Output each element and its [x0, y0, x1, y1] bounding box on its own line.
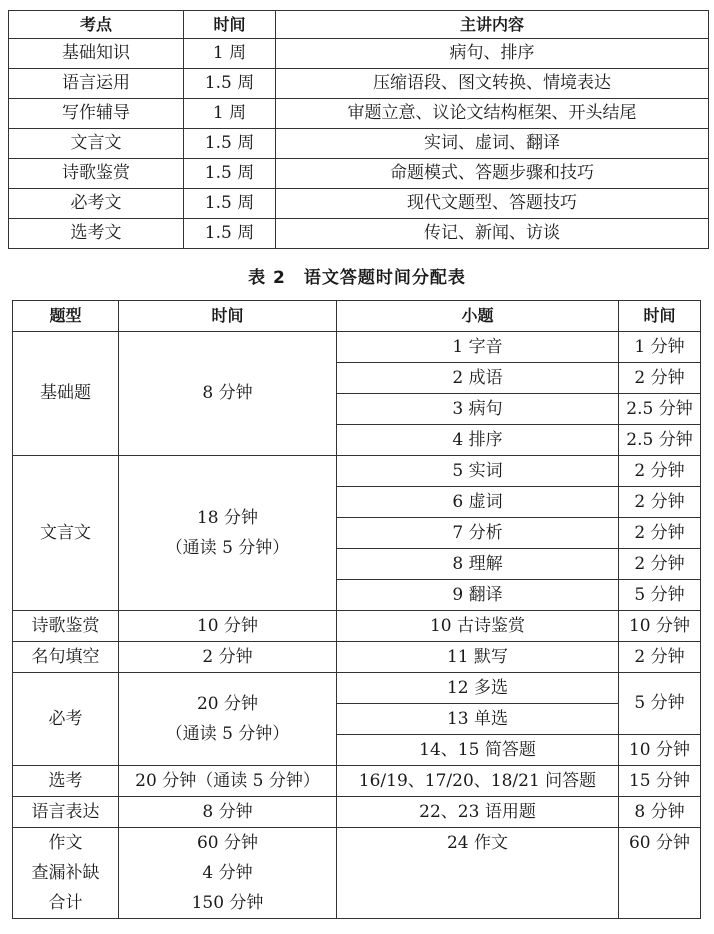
duration-cell: 1.5 周 — [184, 69, 276, 99]
content-cell: 传记、新闻、访谈 — [276, 219, 709, 249]
type-time-cell — [119, 828, 337, 919]
table-row — [13, 611, 701, 642]
time-total: 150 分钟 — [191, 893, 264, 913]
sub-time-cell: 2 分钟 — [619, 549, 701, 580]
table-row — [9, 39, 709, 69]
sub-time-cell: 5 分钟 — [619, 673, 701, 735]
table-row — [13, 797, 701, 828]
topic-cell: 必考文 — [9, 189, 184, 219]
duration-cell: 1.5 周 — [184, 219, 276, 249]
table-row — [9, 159, 709, 189]
table-row — [13, 332, 701, 363]
sub-question-cell: 1 字音 — [337, 332, 619, 363]
duration-cell: 1.5 周 — [184, 159, 276, 189]
table-row — [13, 766, 701, 797]
topic-cell: 语言运用 — [9, 69, 184, 99]
table-header-row — [13, 301, 701, 332]
sub-time-cell: 2 分钟 — [619, 642, 701, 673]
duration-cell: 1.5 周 — [184, 129, 276, 159]
sub-time-cell: 15 分钟 — [619, 766, 701, 797]
type-cell: 基础题 — [13, 332, 119, 456]
type-cell: 语言表达 — [13, 797, 119, 828]
sub-time-cell: 10 分钟 — [619, 735, 701, 766]
answer-time-table — [12, 300, 701, 919]
header-sub-time: 时间 — [619, 301, 701, 332]
sub-question-cell: 16/19、17/20、18/21 问答题 — [337, 766, 619, 797]
sub-question-cell: 8 理解 — [337, 549, 619, 580]
sub-question-cell: 2 成语 — [337, 363, 619, 394]
sub-time-cell: 2 分钟 — [619, 363, 701, 394]
sub-question-cell: 4 排序 — [337, 425, 619, 456]
type-total: 合计 — [48, 893, 83, 913]
topic-cell: 写作辅导 — [9, 99, 184, 129]
header-type-time: 时间 — [119, 301, 337, 332]
sub-time-cell: 2 分钟 — [619, 487, 701, 518]
type-cell: 必考 — [13, 673, 119, 766]
content-cell: 病句、排序 — [276, 39, 709, 69]
table-row — [9, 99, 709, 129]
header-topic: 考点 — [9, 11, 184, 39]
type-time-cell: 8 分钟 — [119, 332, 337, 456]
sub-question-cell: 13 单选 — [337, 704, 619, 735]
sub-time-cell: 1 分钟 — [619, 332, 701, 363]
table-row — [9, 129, 709, 159]
type-essay: 作文 — [48, 833, 83, 853]
content-cell: 命题模式、答题步骤和技巧 — [276, 159, 709, 189]
type-time-cell: 10 分钟 — [119, 611, 337, 642]
type-cell: 文言文 — [13, 456, 119, 611]
type-time-cell — [119, 673, 337, 766]
sub-time-cell: 10 分钟 — [619, 611, 701, 642]
topic-cell: 基础知识 — [9, 39, 184, 69]
sub-question-cell: 12 多选 — [337, 673, 619, 704]
duration-cell: 1 周 — [184, 39, 276, 69]
sub-time-cell: 2.5 分钟 — [619, 425, 701, 456]
type-time-cell: 2 分钟 — [119, 642, 337, 673]
table-row — [9, 69, 709, 99]
time-review: 4 分钟 — [202, 863, 253, 883]
table-row — [13, 673, 701, 704]
type-time-note: （通读 5 分钟） — [165, 724, 290, 744]
sub-question-cell: 10 古诗鉴赏 — [337, 611, 619, 642]
time-essay: 60 分钟 — [196, 833, 259, 853]
sub-question-cell — [337, 828, 619, 919]
content-cell: 实词、虚词、翻译 — [276, 129, 709, 159]
content-cell: 压缩语段、图文转换、情境表达 — [276, 69, 709, 99]
table-header-row — [9, 11, 709, 39]
table-row — [9, 219, 709, 249]
topic-cell: 选考文 — [9, 219, 184, 249]
sub-time-essay: 60 分钟 — [628, 833, 691, 853]
type-time-main: 18 分钟 — [196, 508, 259, 528]
type-cell: 诗歌鉴赏 — [13, 611, 119, 642]
type-review: 查漏补缺 — [31, 863, 100, 883]
sub-question-cell: 9 翻译 — [337, 580, 619, 611]
type-time-cell: 20 分钟（通读 5 分钟） — [119, 766, 337, 797]
sub-time-cell: 8 分钟 — [619, 797, 701, 828]
table-row — [13, 456, 701, 487]
sub-question-cell: 5 实词 — [337, 456, 619, 487]
type-time-main: 20 分钟 — [196, 694, 259, 714]
sub-question-cell: 14、15 简答题 — [337, 735, 619, 766]
table-row — [13, 828, 701, 919]
sub-question-cell: 22、23 语用题 — [337, 797, 619, 828]
type-cell: 选考 — [13, 766, 119, 797]
sub-question-cell: 11 默写 — [337, 642, 619, 673]
review-schedule-table — [8, 10, 709, 249]
sub-question-cell: 6 虚词 — [337, 487, 619, 518]
sub-time-cell: 2 分钟 — [619, 518, 701, 549]
type-time-cell: 8 分钟 — [119, 797, 337, 828]
table-row — [9, 189, 709, 219]
header-sub-question: 小题 — [337, 301, 619, 332]
sub-question-essay: 24 作文 — [446, 833, 509, 853]
sub-question-cell: 7 分析 — [337, 518, 619, 549]
type-cell: 名句填空 — [13, 642, 119, 673]
table2-caption: 表 2 语文答题时间分配表 — [248, 268, 466, 288]
sub-time-cell: 2 分钟 — [619, 456, 701, 487]
sub-question-cell: 3 病句 — [337, 394, 619, 425]
duration-cell: 1 周 — [184, 99, 276, 129]
header-duration: 时间 — [184, 11, 276, 39]
type-cell — [13, 828, 119, 919]
sub-time-cell: 5 分钟 — [619, 580, 701, 611]
content-cell: 审题立意、议论文结构框架、开头结尾 — [276, 99, 709, 129]
content-cell: 现代文题型、答题技巧 — [276, 189, 709, 219]
type-time-note: （通读 5 分钟） — [165, 538, 290, 558]
topic-cell: 文言文 — [9, 129, 184, 159]
type-time-cell — [119, 456, 337, 611]
header-question-type: 题型 — [13, 301, 119, 332]
sub-time-cell — [619, 828, 701, 919]
table-row — [13, 642, 701, 673]
sub-time-cell: 2.5 分钟 — [619, 394, 701, 425]
duration-cell: 1.5 周 — [184, 189, 276, 219]
topic-cell: 诗歌鉴赏 — [9, 159, 184, 189]
header-content: 主讲内容 — [276, 11, 709, 39]
